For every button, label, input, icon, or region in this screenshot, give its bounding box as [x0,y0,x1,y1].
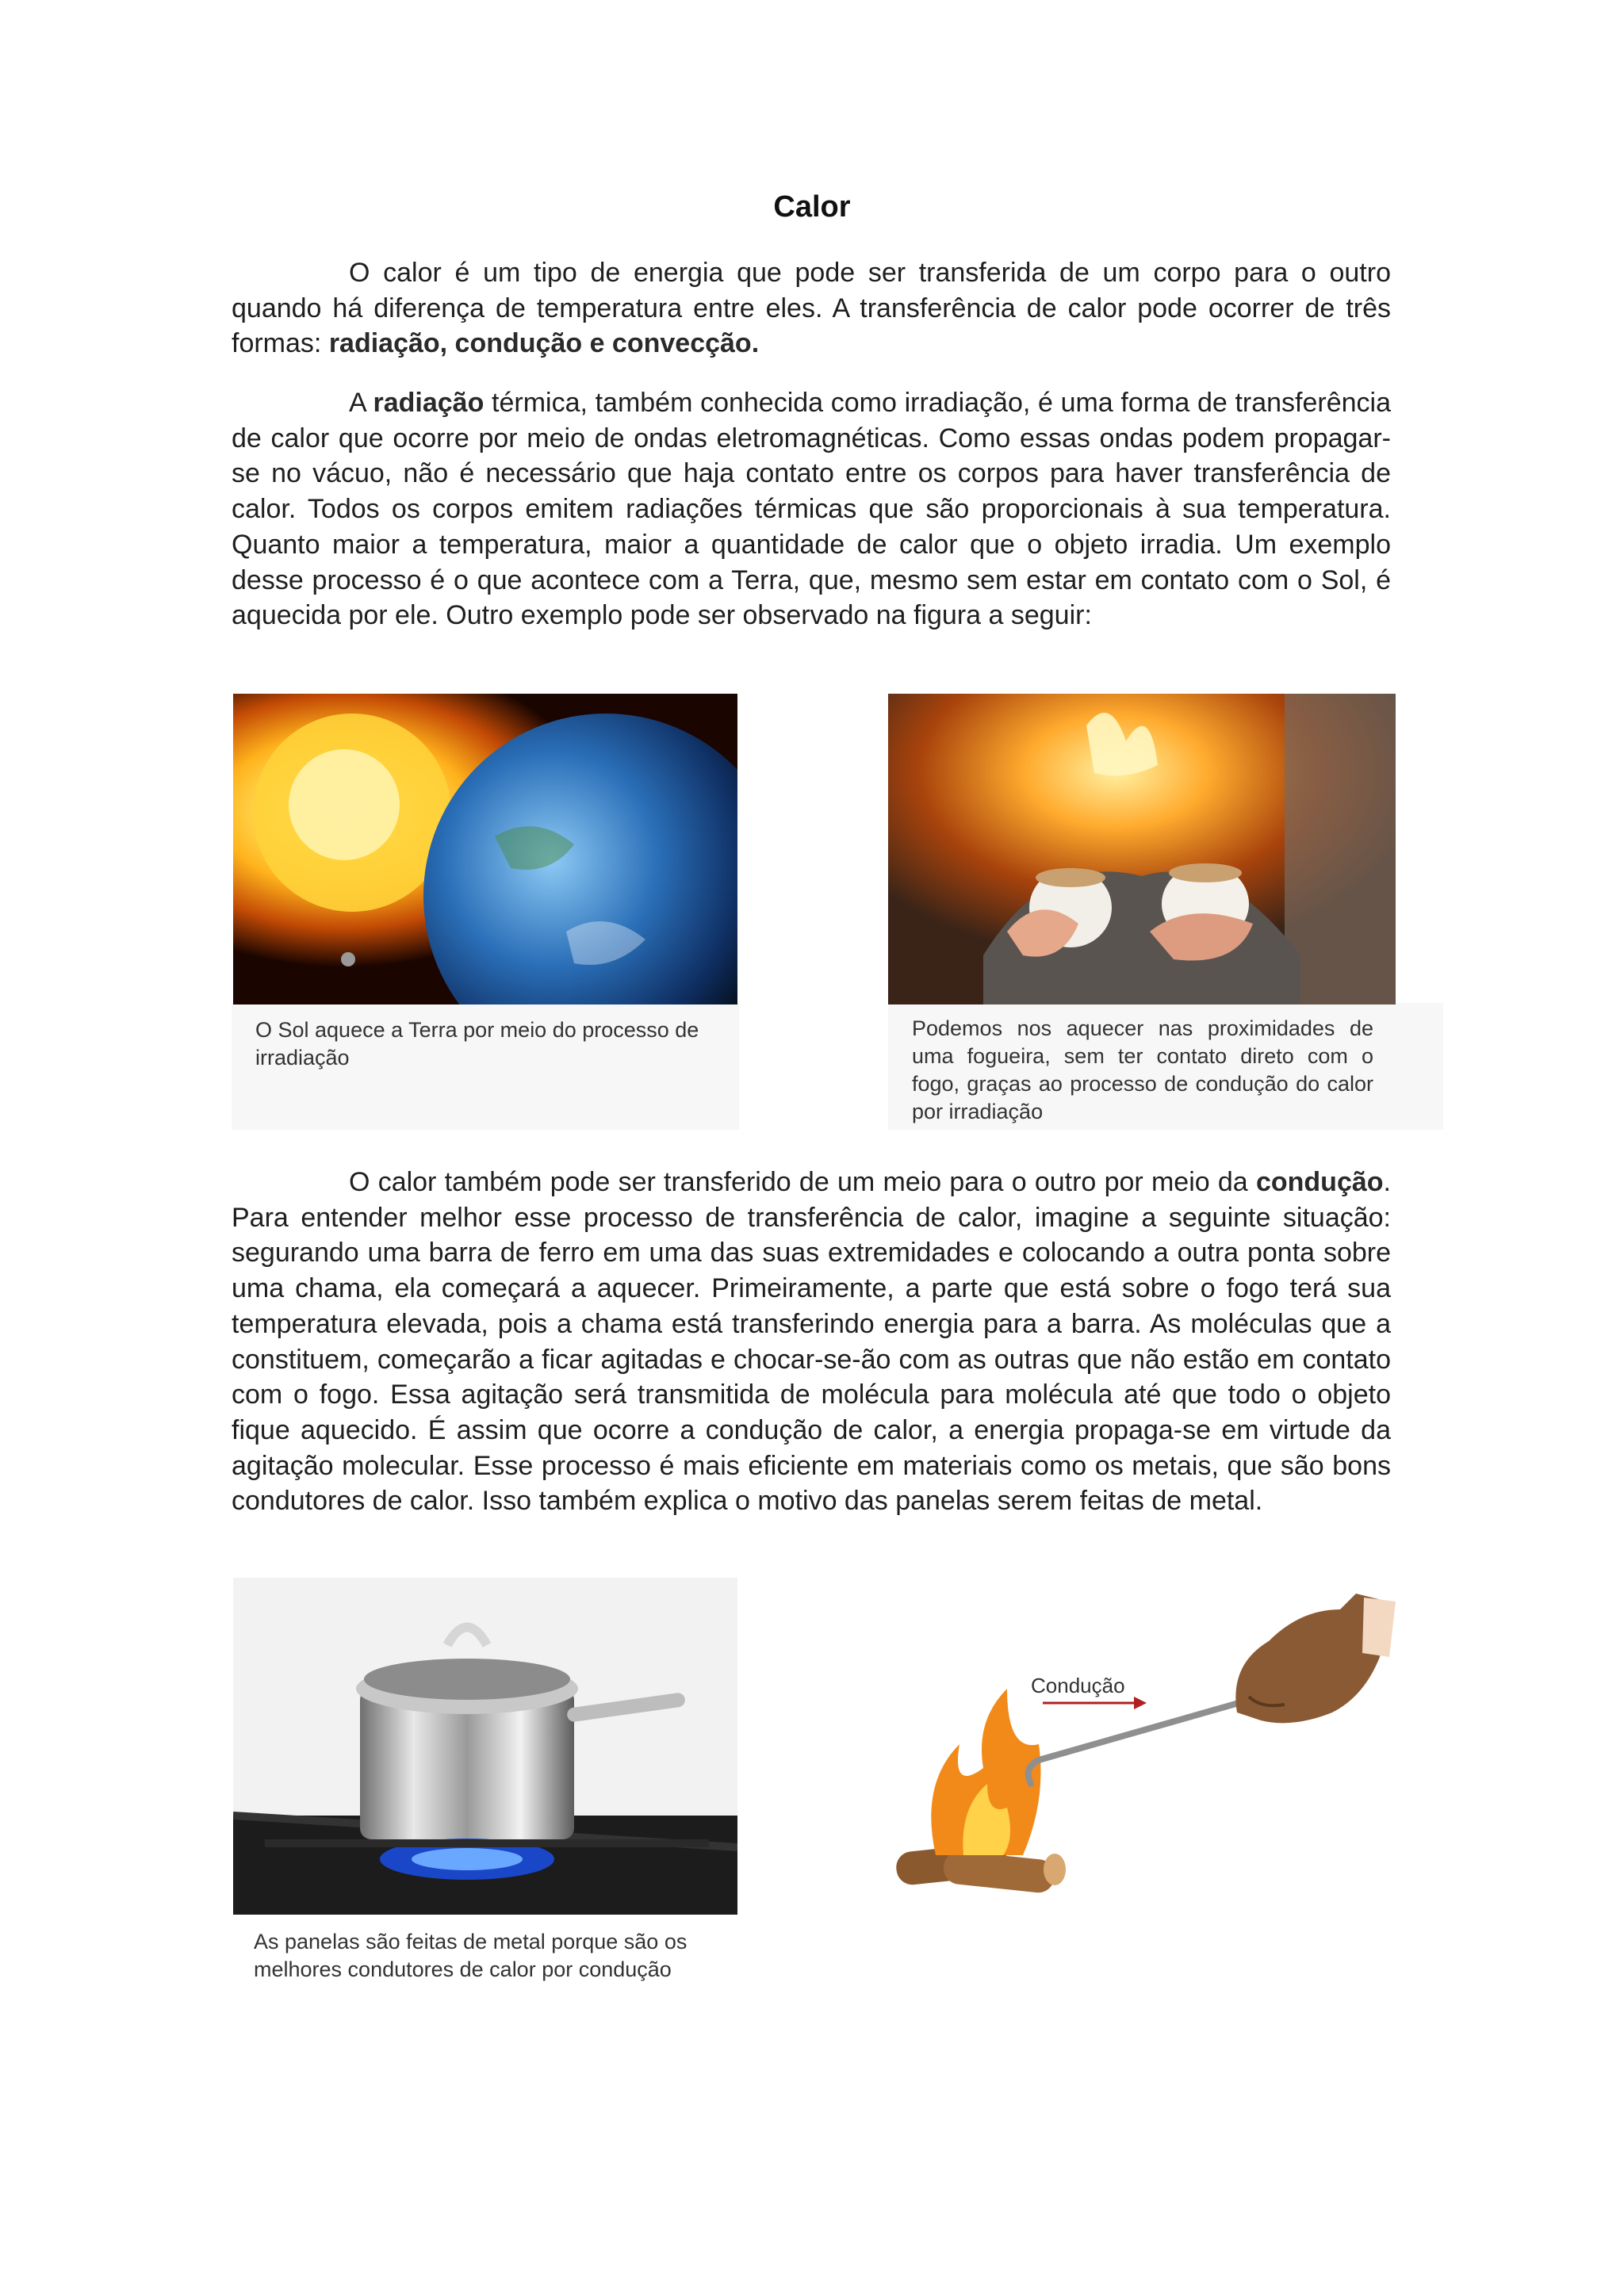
intro-text: O calor é um tipo de energia que pode ser transferida de um corpo para o outro quando há diferença de temperatura entre eles. A transferência de calor pode ocorrer de três formas: [232,258,1391,359]
pan-on-stove-photo [233,1578,737,1915]
intro-bold: radiação, condução e convecção. [328,328,760,359]
sun-earth-photo [233,694,737,1004]
campfire-mugs-photo [888,694,1396,1004]
conduction-label: Condução [1031,1674,1125,1697]
conduction-bold: condução [1255,1167,1384,1197]
radiation-bold: radiação [373,388,485,418]
hand-rod-fire-illustration [888,1578,1396,1911]
radiation-text: térmica, também conhecida como irradiação, é uma forma de transferência de calor que ocorre por meio de ondas eletromagnéticas. Como essas ondas podem propagar-se no vácuo, não é necessário que haja contato entre os corpos para haver transferência de calor. Todos os corpos emitem radiações térmicas que são proporcionais à sua temperatura. Quanto maior a temperatura, maior a quantidade de calor que o objeto irradia. Um exemplo desse processo é o que acontece com a Terra, que, mesmo sem estar em contato com o Sol, é aquecida por ele. Outro exemplo pode ser observado na figura a seguir: [232,388,1391,631]
sun-earth-caption: O Sol aquece a Terra por meio do processo de irradiação [255,1018,699,1070]
pan-caption: As panelas são feitas de metal porque são os melhores condutores de calor por condução [254,1930,688,1981]
conduction-text: . Para entender melhor esse processo de transferência de calor, imagine a seguinte situação: segurando uma barra de ferro em uma das suas extremidades e colocando a outra ponta sobre uma chama, ela começará a aquecer. Primeiramente, a parte que está sobre o fogo terá sua temperatura elevada, pois a chama está transferindo energia para a barra. As moléculas que a constituem, começarão a ficar agitadas e chocar-se-ão com as outras que não estão em contato com o fogo. Essa agitação será transmitida de molécula para molécula até que todo o objeto fique aquecido. É assim que ocorre a condução de calor, a energia propaga-se em virtude da agitação molecular. Esse processo é mais eficiente em materiais como os metais, que são bons condutores de calor. Isso também explica o motivo das panelas serem feitas de metal. [232,1167,1391,1517]
page-title: Calor [773,190,851,224]
conduction-paragraph [232,1165,1391,1519]
radiation-text-start: A [349,388,373,418]
conduction-text-start: O calor também pode ser transferido de um meio para o outro por meio da [349,1167,1256,1197]
radiation-paragraph [232,385,1391,633]
fire-caption: Podemos nos aquecer nas proximidades de uma fogueira, sem ter contato direto com o fogo, graças ao processo de condução do calor por irradiação [912,1016,1373,1123]
intro-paragraph [232,255,1391,362]
